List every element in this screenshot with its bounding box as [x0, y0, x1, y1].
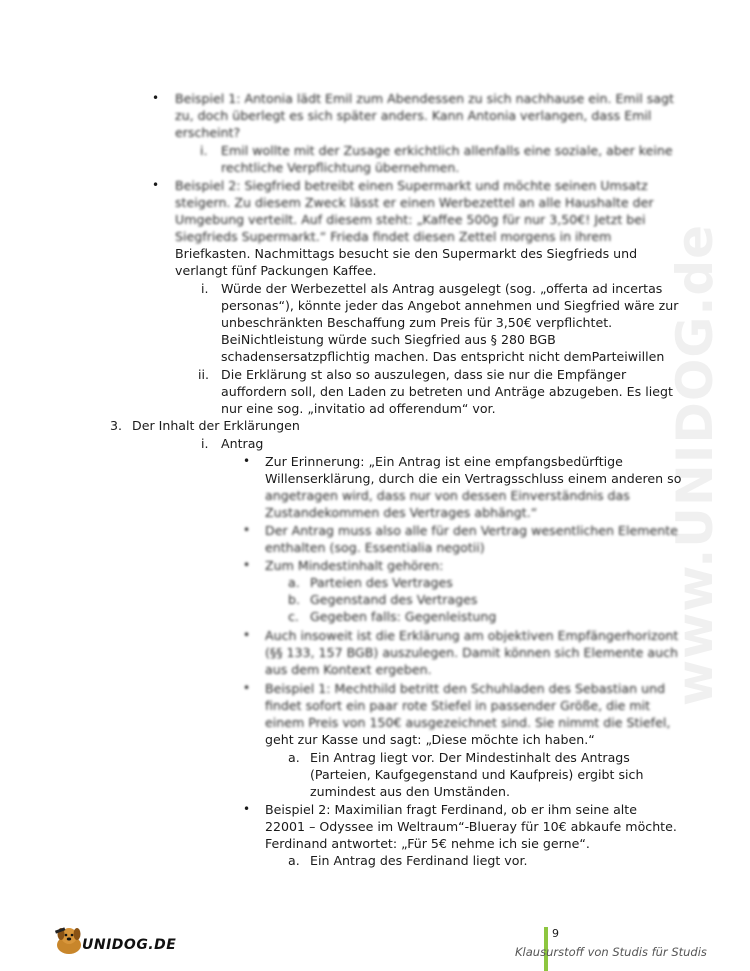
list-numeral: i.: [201, 281, 209, 296]
list-numeral: i.: [201, 436, 209, 451]
blurred-line: Parteien des Vertrages: [310, 575, 453, 590]
blurred-letter: b.: [288, 592, 300, 607]
text-line: Ein Antrag des Ferdinand liegt vor.: [310, 853, 528, 868]
blurred-line: Der Antrag muss also alle für den Vertrag wesentlichen Elemente: [265, 523, 678, 538]
blurred-line: Beispiel 1: Mechthild betritt den Schuhladen des Sebastian und: [265, 681, 666, 696]
blurred-line: Gegeben falls: Gegenleistung: [310, 609, 497, 624]
section-number: 3.: [110, 418, 123, 433]
list-letter: a.: [288, 853, 300, 868]
dog-icon: [52, 925, 86, 957]
text-line: zumindest aus den Umständen.: [310, 784, 510, 799]
subsection-heading: Antrag: [221, 436, 264, 451]
blurred-line: Siegfrieds Supermarkt.“ Frieda findet diesen Zettel morgens in ihrem: [175, 229, 612, 244]
blurred-line: aus dem Kontext ergeben.: [265, 662, 432, 677]
text-line: Beispiel 2: Maximilian fragt Ferdinand, ob er ihm seine alte: [265, 802, 637, 817]
footer-slogan: Klausurstoff von Studis für Studis: [515, 945, 707, 959]
bullet-dot: •: [152, 178, 160, 192]
text-line: geht zur Kasse und sagt: „Diese möchte ich haben.“: [265, 732, 595, 747]
text-line: personas“), könnte jeder das Angebot annehmen und Siegfried wäre zur: [221, 298, 679, 313]
text-line: schadensersatzpflichtig machen. Das entspricht nicht demParteiwillen: [221, 349, 665, 364]
blurred-line: erscheint?: [175, 125, 241, 140]
bullet-dot: •: [243, 523, 251, 537]
bullet-dot: •: [243, 558, 251, 572]
blurred-line: Umgebung verteilt. Auf diesem steht: „Kaffee 500g für nur 3,50€! Jetzt bei: [175, 212, 646, 227]
blurred-numeral: i.: [200, 143, 208, 158]
text-line: (Parteien, Kaufgegenstand und Kaufpreis) ergibt sich: [310, 767, 644, 782]
text-line: auffordern soll, den Laden zu betreten und Anträge abzugeben. Es liegt: [221, 384, 673, 399]
blurred-line: findet sofort ein paar rote Stiefel in passender Größe, die mit: [265, 698, 651, 713]
text-line: Würde der Werbezettel als Antrag ausgelegt (sog. „offerta ad incertas: [221, 281, 663, 296]
watermark: www.UNIDOG.de: [666, 223, 724, 707]
text-line: Ein Antrag liegt vor. Der Mindestinhalt des Antrags: [310, 750, 630, 765]
bullet-dot: •: [243, 628, 251, 642]
text-line: nur eine sog. „invitatio ad offerendum“ vor.: [221, 401, 496, 416]
unidog-logo: [52, 925, 177, 959]
logo-text: UNIDOG.DE: [82, 937, 177, 953]
blurred-line: Gegenstand des Vertrages: [310, 592, 478, 607]
blurred-line: Zustandekommen des Vertrages abhängt.“: [265, 505, 538, 520]
section-heading: Der Inhalt der Erklärungen: [132, 418, 300, 433]
text-line: Briefkasten. Nachmittags besucht sie den Supermarkt des Siegfrieds und: [175, 246, 638, 261]
blurred-line: (§§ 133, 157 BGB) auszulegen. Damit können sich Elemente auch: [265, 645, 678, 660]
blurred-line: einem Preis von 150€ ausgezeichnet sind. Sie nimmt die Stiefel,: [265, 715, 671, 730]
blurred-line: rechtliche Verpflichtung übernehmen.: [221, 160, 460, 175]
bullet-dot: •: [152, 91, 160, 105]
blurred-line: Beispiel 2: Siegfried betreibt einen Supermarkt und möchte seinen Umsatz: [175, 178, 648, 193]
page-number: 9: [552, 927, 559, 940]
blurred-letter: c.: [288, 609, 299, 624]
bullet-dot: •: [243, 681, 251, 695]
text-line: Ferdinand antwortet: „Für 5€ nehme ich sie gerne“.: [265, 836, 590, 851]
blurred-line: Zum Mindestinhalt gehören:: [265, 558, 444, 573]
text-line: 22001 – Odyssee im Weltraum“-Blueray für 10€ abkaufe möchte.: [265, 819, 677, 834]
text-line: Zur Erinnerung: „Ein Antrag ist eine empfangsbedürftige: [265, 454, 623, 469]
blurred-line: Beispiel 1: Antonia lädt Emil zum Abendessen zu sich nachhause ein. Emil sagt: [175, 91, 674, 106]
list-numeral: ii.: [198, 367, 210, 382]
blurred-line: steigern. Zu diesem Zweck lässt er einen Werbezettel an alle Haushalte der: [175, 195, 654, 210]
bullet-dot: •: [243, 802, 251, 816]
blurred-line: enthalten (sog. Essentialia negotii): [265, 540, 485, 555]
bullet-dot: •: [243, 454, 251, 468]
blurred-letter: a.: [288, 575, 300, 590]
text-line: verlangt fünf Packungen Kaffee.: [175, 263, 377, 278]
text-line: Die Erklärung st also so auszulegen, dass sie nur die Empfänger: [221, 367, 627, 382]
list-letter: a.: [288, 750, 300, 765]
text-line: unbeschränkten Beschaffung zum Preis für 3,50€ verpflichtet.: [221, 315, 613, 330]
blurred-line: angetragen wird, dass nur von dessen Einverständnis das: [265, 488, 630, 503]
text-line: Willenserklärung, durch die ein Vertragsschluss einem anderen so: [265, 471, 682, 486]
blurred-line: Emil wollte mit der Zusage erkichtlich allenfalls eine soziale, aber keine: [221, 143, 673, 158]
text-line: BeiNichtleistung würde such Siegfried aus § 280 BGB: [221, 332, 556, 347]
blurred-line: zu, doch überlegt es sich später anders. Kann Antonia verlangen, dass Emil: [175, 108, 652, 123]
blurred-line: Auch insoweit ist die Erklärung am objektiven Empfängerhorizont: [265, 628, 679, 643]
